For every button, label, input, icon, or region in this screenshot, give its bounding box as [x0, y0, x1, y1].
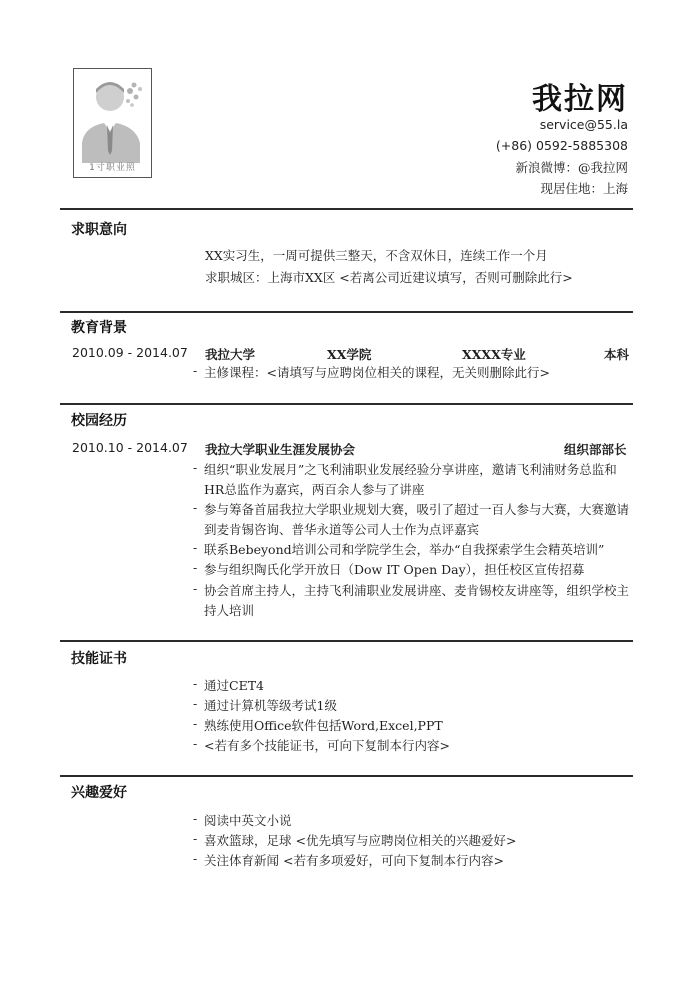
- section-divider: [60, 640, 633, 642]
- dash-bullet-icon: -: [193, 811, 198, 826]
- education-college: XX学院: [327, 347, 372, 362]
- section-title-education: 教育背景: [71, 320, 127, 336]
- section-divider: [60, 775, 633, 777]
- list-item-text: 喜欢篮球，足球 <优先填写与应聘岗位相关的兴趣爱好>: [204, 833, 517, 848]
- dash-bullet-icon: -: [193, 540, 198, 555]
- list-item-text: <若有多个技能证书，可向下复制本行内容>: [204, 738, 450, 753]
- profile-photo: [73, 68, 152, 178]
- list-item-text: 组织“职业发展月”之飞利浦职业发展经验分享讲座，邀请飞利浦财务总监和HR总监作为嘉宾，两百余人参与了讲座: [204, 462, 617, 497]
- list-item-text: 参与筹备首届我拉大学职业规划大赛，吸引了超过一百人参与大赛，大赛邀请到麦肯锡咨询、普华永道等公司人士作为点评嘉宾: [204, 502, 630, 537]
- education-date: 2010.09 - 2014.07: [72, 345, 188, 360]
- list-item-text: 熟练使用Office软件包括Word,Excel,PPT: [204, 718, 443, 733]
- list-item-text: 协会首席主持人，主持飞利浦职业发展讲座、麦肯锡校友讲座等，组织学校主持人培训: [204, 583, 630, 618]
- section-title-job-intent: 求职意向: [71, 222, 127, 238]
- candidate-name: 我拉网: [532, 82, 628, 117]
- contact-email: service@55.la: [539, 117, 628, 132]
- list-item-text: 主修课程：<请填写与应聘岗位相关的课程，无关则删除此行>: [204, 365, 550, 380]
- contact-phone: (+86) 0592-5885308: [495, 138, 628, 153]
- dash-bullet-icon: -: [193, 696, 198, 711]
- education-school: 我拉大学: [205, 347, 256, 362]
- dash-bullet-icon: -: [193, 716, 198, 731]
- section-title-skills: 技能证书: [71, 651, 127, 667]
- dash-bullet-icon: -: [193, 831, 198, 846]
- section-divider: [60, 311, 633, 313]
- education-degree: 本科: [604, 347, 630, 362]
- person-silhouette-icon: [74, 71, 151, 163]
- dash-bullet-icon: -: [193, 500, 198, 515]
- section-divider: [60, 208, 633, 210]
- dash-bullet-icon: -: [193, 851, 198, 866]
- job-intent-line: XX实习生，一周可提供三整天，不含双休日，连续工作一个月: [205, 248, 548, 263]
- section-title-campus: 校园经历: [71, 413, 127, 429]
- list-item-text: 关注体育新闻 <若有多项爱好，可向下复制本行内容>: [204, 853, 504, 868]
- list-item-text: 通过CET4: [204, 678, 264, 693]
- dash-bullet-icon: -: [193, 560, 198, 575]
- campus-date: 2010.10 - 2014.07: [72, 440, 188, 455]
- photo-caption: 1寸职业照: [89, 163, 136, 173]
- section-title-hobbies: 兴趣爱好: [71, 785, 127, 801]
- list-item-text: 参与组织陶氏化学开放日（Dow IT Open Day），担任校区宣传招募: [204, 562, 585, 577]
- dash-bullet-icon: -: [193, 676, 198, 691]
- list-item-text: 通过计算机等级考试1级: [204, 698, 337, 713]
- dash-bullet-icon: -: [193, 736, 198, 751]
- list-item-text: 联系Bebeyond培训公司和学院学生会，举办“自我探索学生会精英培训”: [204, 542, 605, 557]
- dash-bullet-icon: -: [193, 363, 198, 378]
- dash-bullet-icon: -: [193, 581, 198, 596]
- contact-weibo: 新浪微博：@我拉网: [515, 160, 628, 175]
- list-item-text: 阅读中英文小说: [204, 813, 292, 828]
- education-major: XXXX专业: [462, 347, 526, 362]
- section-divider: [60, 403, 633, 405]
- campus-org: 我拉大学职业生涯发展协会: [205, 442, 356, 457]
- job-intent-line: 求职城区：上海市XX区 <若离公司近建议填写，否则可删除此行>: [205, 270, 573, 285]
- campus-role: 组织部部长: [564, 442, 627, 457]
- contact-residence: 现居住地：上海: [540, 181, 628, 196]
- dash-bullet-icon: -: [193, 460, 198, 475]
